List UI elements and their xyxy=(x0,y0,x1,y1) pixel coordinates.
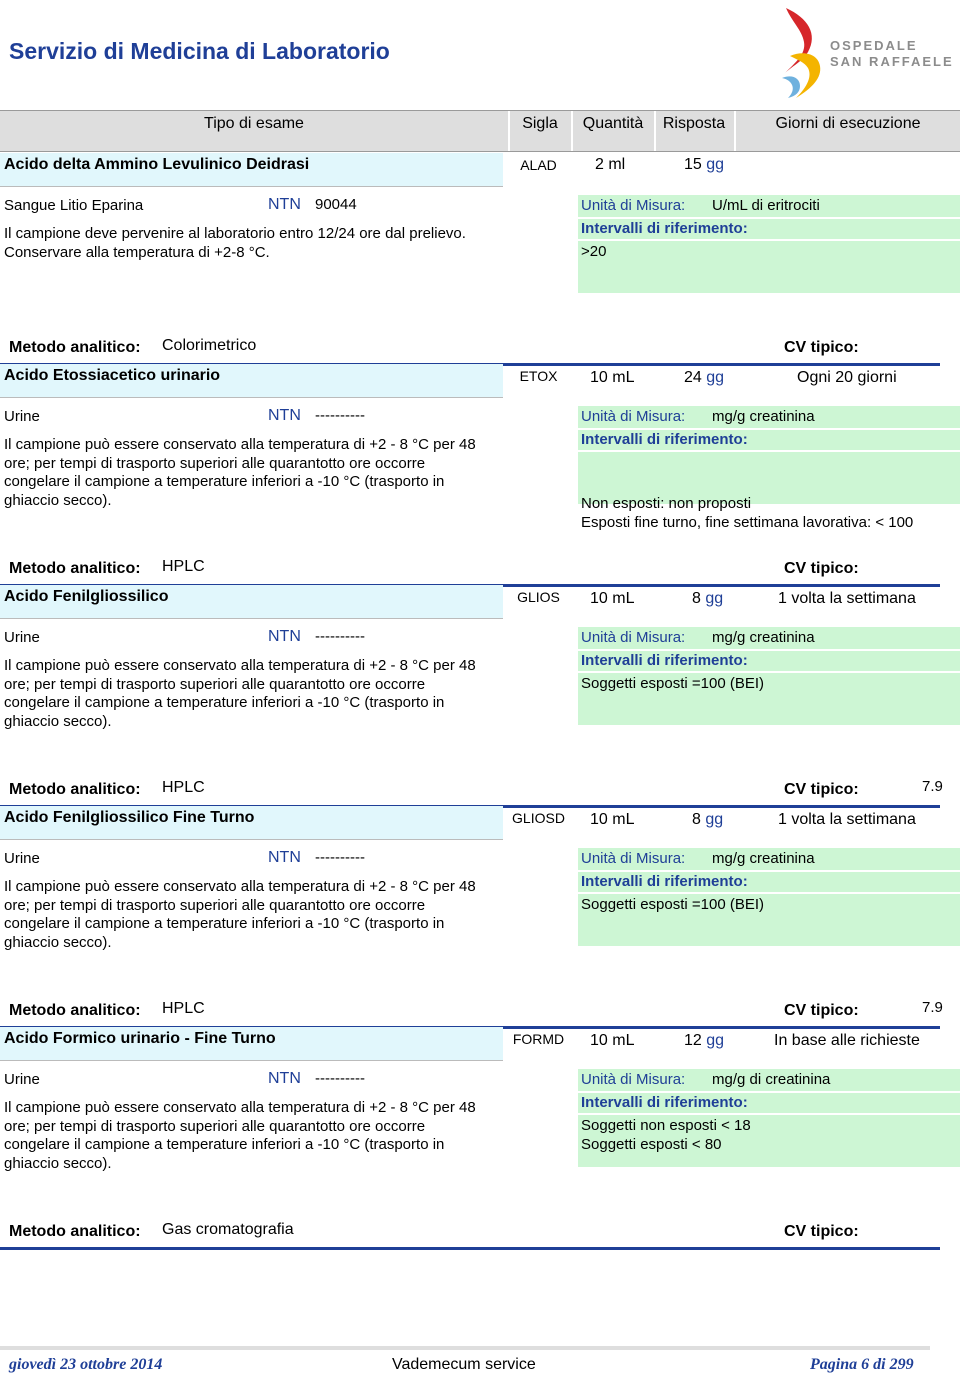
unit-value: mg/g di creatinina xyxy=(712,1071,831,1088)
ntn-code: ---------- xyxy=(315,628,365,645)
page-footer xyxy=(0,1346,930,1378)
test-giorni: 1 volta la settimana xyxy=(778,811,916,828)
ref-label: Intervalli di riferimento: xyxy=(581,873,748,890)
col-sigla: Sigla xyxy=(522,115,558,132)
test-quantita: 2 ml xyxy=(595,156,626,173)
footer-center: Vademecum service xyxy=(392,1356,536,1373)
ntn-label: NTN xyxy=(268,407,301,424)
sample-notes: Il campione deve pervenire al laboratorio entro 12/24 ore dal prelievo. Conservare alla temperatura di +2-8 °C. xyxy=(4,225,466,261)
sample-type: Urine xyxy=(4,408,40,425)
test-sigla: ETOX xyxy=(519,368,558,384)
ntn-label: NTN xyxy=(268,849,301,866)
unit-value: mg/g creatinina xyxy=(712,408,815,425)
test-risposta: 12 gg xyxy=(684,1032,725,1049)
method-row xyxy=(0,554,940,587)
test-quantita: 10 mL xyxy=(590,590,635,607)
test-name: Acido Formico urinario - Fine Turno xyxy=(0,1027,503,1061)
sample-notes: Il campione può essere conservato alla temperatura di +2 - 8 °C per 48 ore; per tempi di trasporto superiori alle quarantotto ore occorre congelare il campione a temperature inferiori a -10 °C (trasporto in ghiaccio secco). xyxy=(4,1099,476,1172)
test-risposta: 24 gg xyxy=(684,369,725,386)
cv-value: 7.9 xyxy=(922,999,943,1016)
col-quantita: Quantità xyxy=(582,115,644,132)
ref-value: Soggetti esposti =100 (BEI) xyxy=(581,896,765,913)
footer-page-number: Pagina 6 di 299 xyxy=(810,1356,914,1373)
col-giorni: Giorni di esecuzione xyxy=(775,115,921,132)
cv-label: CV tipico: xyxy=(784,781,859,798)
method-label: Metodo analitico: xyxy=(9,560,141,577)
column-header xyxy=(0,110,960,152)
sample-type: Urine xyxy=(4,1071,40,1088)
ntn-label: NTN xyxy=(268,628,301,645)
ntn-label: NTN xyxy=(268,1070,301,1087)
unit-value: mg/g creatinina xyxy=(712,629,815,646)
ntn-code: 90044 xyxy=(315,196,357,213)
logo-line-1: OSPEDALE xyxy=(830,38,918,53)
sample-notes: Il campione può essere conservato alla temperatura di +2 - 8 °C per 48 ore; per tempi di trasporto superiori alle quarantotto ore occorre congelare il campione a temperature inferiori a -10 °C (trasporto in ghiaccio secco). xyxy=(4,878,476,951)
ntn-code: ---------- xyxy=(315,849,365,866)
test-giorni: Ogni 20 giorni xyxy=(797,369,897,386)
test-name: Acido delta Ammino Levulinico Deidrasi xyxy=(0,153,503,187)
ref-value: Soggetti esposti < 80 xyxy=(581,1136,722,1153)
method-row xyxy=(0,1217,940,1250)
unit-label: Unità di Misura: xyxy=(581,1071,686,1088)
cv-label: CV tipico: xyxy=(784,339,859,356)
unit-label: Unità di Misura: xyxy=(581,629,686,646)
col-risposta: Risposta xyxy=(662,115,726,132)
ntn-code: ---------- xyxy=(315,407,365,424)
test-giorni: 1 volta la settimana xyxy=(778,590,916,607)
test-quantita: 10 mL xyxy=(590,811,635,828)
unit-label: Unità di Misura: xyxy=(581,850,686,867)
reference-panel xyxy=(578,406,960,531)
reference-panel xyxy=(578,627,960,725)
ref-value: >20 xyxy=(581,243,607,260)
cv-value: 7.9 xyxy=(922,778,943,795)
method-value: HPLC xyxy=(162,558,205,575)
ref-value: Soggetti esposti =100 (BEI) xyxy=(581,675,765,692)
reference-panel xyxy=(578,848,960,946)
test-giorni: In base alle richieste xyxy=(774,1032,920,1049)
test-sigla: FORMD xyxy=(512,1031,565,1047)
test-sigla: GLIOSD xyxy=(512,810,565,826)
test-quantita: 10 mL xyxy=(590,1032,635,1049)
test-name: Acido Fenilgliossilico Fine Turno xyxy=(0,806,503,840)
test-name: Acido Fenilgliossilico xyxy=(0,585,503,619)
cv-label: CV tipico: xyxy=(784,560,859,577)
ntn-code: ---------- xyxy=(315,1070,365,1087)
unit-value: U/mL di eritrociti xyxy=(712,197,820,214)
reference-panel xyxy=(578,195,960,293)
method-row xyxy=(0,333,940,366)
method-value: Gas cromatografia xyxy=(162,1221,294,1238)
footer-date: giovedì 23 ottobre 2014 xyxy=(9,1356,163,1373)
ntn-label: NTN xyxy=(268,196,301,213)
sample-notes: Il campione può essere conservato alla temperatura di +2 - 8 °C per 48 ore; per tempi di trasporto superiori alle quarantotto ore occorre congelare il campione a temperature inferiori a -10 °C (trasporto in ghiaccio secco). xyxy=(4,657,476,730)
sample-type: Urine xyxy=(4,629,40,646)
method-value: HPLC xyxy=(162,779,205,796)
method-label: Metodo analitico: xyxy=(9,1223,141,1240)
ref-label: Intervalli di riferimento: xyxy=(581,1094,748,1111)
reference-panel xyxy=(578,1069,960,1167)
sample-type: Sangue Litio Eparina xyxy=(4,197,144,214)
ref-label: Intervalli di riferimento: xyxy=(581,431,748,448)
method-value: Colorimetrico xyxy=(162,337,257,354)
ref-value: Non esposti: non proposti xyxy=(581,495,752,512)
method-row xyxy=(0,775,943,808)
method-label: Metodo analitico: xyxy=(9,339,141,356)
ref-value: Soggetti non esposti < 18 xyxy=(581,1117,751,1134)
logo-line-2: SAN RAFFAELE xyxy=(830,54,954,69)
method-value: HPLC xyxy=(162,1000,205,1017)
test-sigla: ALAD xyxy=(520,157,557,173)
sample-notes: Il campione può essere conservato alla temperatura di +2 - 8 °C per 48 ore; per tempi di trasporto superiori alle quarantotto ore occorre congelare il campione a temperature inferiori a -10 °C (trasporto in ghiaccio secco). xyxy=(4,436,476,509)
page-title: Servizio di Medicina di Laboratorio xyxy=(9,38,390,64)
test-risposta: 8 gg xyxy=(692,590,724,607)
ref-label: Intervalli di riferimento: xyxy=(581,220,748,237)
test-name: Acido Etossiacetico urinario xyxy=(0,364,503,398)
test-sigla: GLIOS xyxy=(517,589,560,605)
unit-value: mg/g creatinina xyxy=(712,850,815,867)
col-tipo: Tipo di esame xyxy=(204,115,304,132)
cv-label: CV tipico: xyxy=(784,1223,859,1240)
test-quantita: 10 mL xyxy=(590,369,635,386)
test-risposta: 15 gg xyxy=(684,156,725,173)
cv-label: CV tipico: xyxy=(784,1002,859,1019)
unit-label: Unità di Misura: xyxy=(581,197,686,214)
hospital-logo xyxy=(778,4,958,100)
ref-value: Esposti fine turno, fine settimana lavorativa: < 100 xyxy=(581,514,914,531)
method-row xyxy=(0,996,943,1029)
ref-label: Intervalli di riferimento: xyxy=(581,652,748,669)
method-label: Metodo analitico: xyxy=(9,1002,141,1019)
unit-label: Unità di Misura: xyxy=(581,408,686,425)
sample-type: Urine xyxy=(4,850,40,867)
method-label: Metodo analitico: xyxy=(9,781,141,798)
test-risposta: 8 gg xyxy=(692,811,724,828)
